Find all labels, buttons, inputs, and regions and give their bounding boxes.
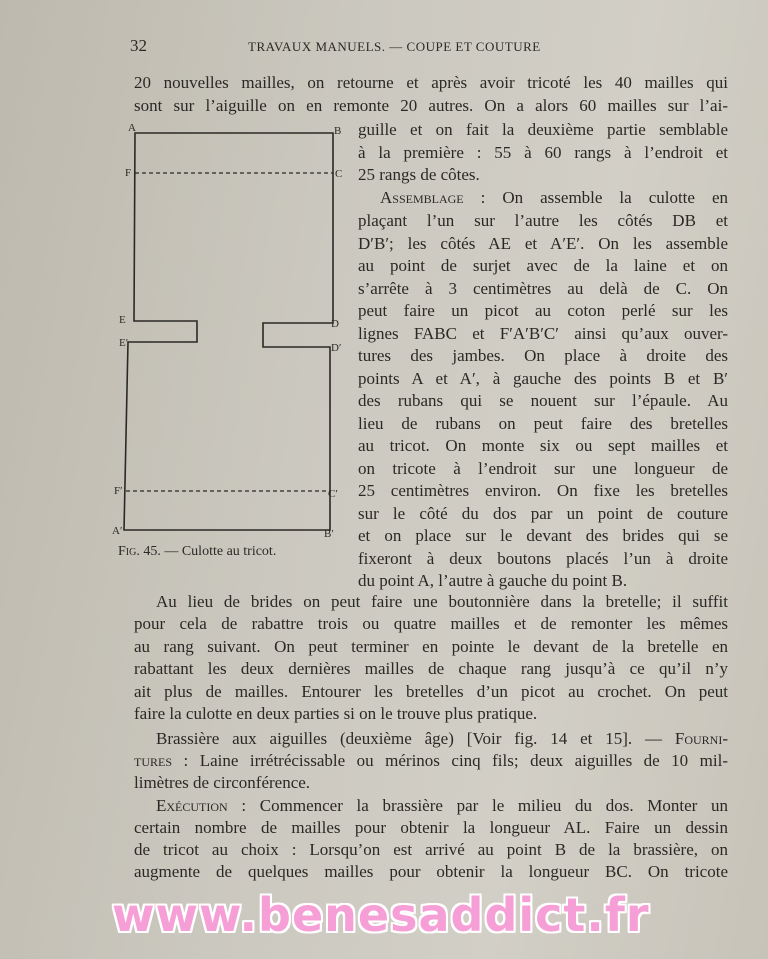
- text-line: Au lieu de brides on peut faire une boutonnière dans la bretelle; il suffit: [156, 592, 728, 611]
- page-number: 32: [130, 36, 147, 55]
- label-C: C: [335, 168, 343, 180]
- text-line: points A et A′, à gauche des points B et B′: [358, 368, 728, 388]
- text-line: au tricot. On monte six ou sept mailles et: [358, 436, 728, 455]
- text-span: : On assemble la culotte en: [463, 188, 728, 207]
- text-line: sont sur l’aiguille on en remonte 20 autres. On a alors 60 mailles sur l’ai-: [134, 96, 728, 115]
- section-lead: tures: [134, 751, 173, 770]
- label-E: E: [119, 314, 126, 326]
- text-line: guille et on fait la deuxième partie semblable: [358, 120, 728, 139]
- text-line: sur le côté du dos par un point de couture: [358, 503, 728, 523]
- caption-text: — Culotte au tricot.: [160, 544, 277, 559]
- section-lead: Fourni-: [674, 729, 728, 748]
- figure-caption: [118, 544, 276, 560]
- text-line: 20 nouvelles mailles, on retourne et après avoir tricoté les 40 mailles qui: [134, 73, 728, 92]
- label-C-prime: C′: [328, 488, 338, 500]
- label-B-prime: B′: [324, 528, 334, 540]
- text-line: faire la culotte en deux parties si on le trouve plus pratique.: [134, 704, 538, 723]
- text-line: au rang suivant. On peut terminer en pointe le devant de la bretelle en: [134, 636, 728, 656]
- text-line: plaçant l’un sur l’autre les côtés DB et: [358, 211, 728, 230]
- text-line: [134, 796, 728, 816]
- text-line: et on place sur le devant des brides qui se: [358, 526, 728, 545]
- text-line: on tricote à l’endroit sur une longueur de: [358, 458, 728, 478]
- text-line: rabattant les deux dernières mailles de chaque rang jusqu’à ce qu’il n’y: [134, 659, 728, 679]
- text-line: lieu de rubans on peut faire des bretelles: [358, 413, 728, 433]
- text-line: lignes FABC et F′A′B′C′ ainsi qu’aux ouver-: [358, 323, 728, 343]
- watermark: www.benesaddict.fr: [112, 888, 650, 942]
- text-span: : Laine irrétrécissable ou mérinos cinq fils; deux aiguilles de 10 mil-: [172, 751, 728, 770]
- text-line: du point A, l’autre à gauche du point B.: [358, 571, 628, 590]
- text-line: augmente de quelques mailles pour obtenir la longueur BC. On tricote: [134, 862, 728, 881]
- text-line: 25 centimètres environ. On fixe les bretelles: [358, 481, 728, 500]
- text-line: [134, 729, 728, 749]
- pattern-outline: [124, 133, 333, 530]
- text-line: 25 rangs de côtes.: [358, 165, 480, 184]
- figure-culotte-diagram: [110, 118, 350, 543]
- label-F: F: [125, 167, 132, 179]
- text-line: au point de surjet avec de la laine et on: [358, 256, 728, 275]
- text-line: [134, 751, 728, 771]
- text-line: pour cela de rabattre trois ou quatre mailles et de remonter les mêmes: [134, 614, 728, 634]
- label-D-prime: D′: [331, 342, 342, 354]
- text-line: limètres de circonférence.: [134, 773, 311, 792]
- text-line: [358, 188, 728, 208]
- caption-label: Fig. 45.: [118, 544, 161, 559]
- text-line: de tricot au choix : Lorsqu’on est arrivé au point B de la brassière, on: [134, 840, 728, 859]
- label-F-prime: F′: [114, 485, 123, 497]
- text-span: Brassière aux aiguilles (deuxième âge) [Voir fig. 14 et 15]. —: [156, 729, 675, 748]
- text-line: à la première : 55 à 60 rangs à l’endroit et: [358, 143, 728, 162]
- text-line: certain nombre de mailles pour obtenir la longueur AL. Faire un dessin: [134, 818, 728, 837]
- text-line: des rubans qui se nouent sur l’épaule. Au: [358, 391, 728, 410]
- section-lead: Assemblage: [380, 188, 464, 207]
- label-B: B: [334, 125, 342, 137]
- text-line: peut faire un picot au coton perlé sur les: [358, 301, 728, 320]
- label-D: D: [331, 318, 339, 330]
- text-line: tures des jambes. On place à droite des: [358, 346, 728, 365]
- label-A: A: [128, 122, 136, 134]
- section-lead: Exécution: [156, 796, 228, 815]
- running-head: TRAVAUX MANUELS. — COUPE ET COUTURE: [248, 39, 541, 54]
- label-A-prime: A′: [112, 525, 123, 537]
- text-line: fixeront à deux boutons placés l’un à droite: [358, 548, 728, 568]
- text-line: ait plus de mailles. Entourer les bretelles d’un picot au crochet. On peut: [134, 681, 728, 701]
- text-span: : Commencer la brassière par le milieu du dos. Monter un: [227, 796, 728, 815]
- label-E-prime: E′: [119, 337, 129, 349]
- text-line: s’arrête à 3 centimètres au delà de C. On: [358, 278, 728, 298]
- text-line: D′B′; les côtés AE et A′E′. On les assemble: [358, 233, 728, 253]
